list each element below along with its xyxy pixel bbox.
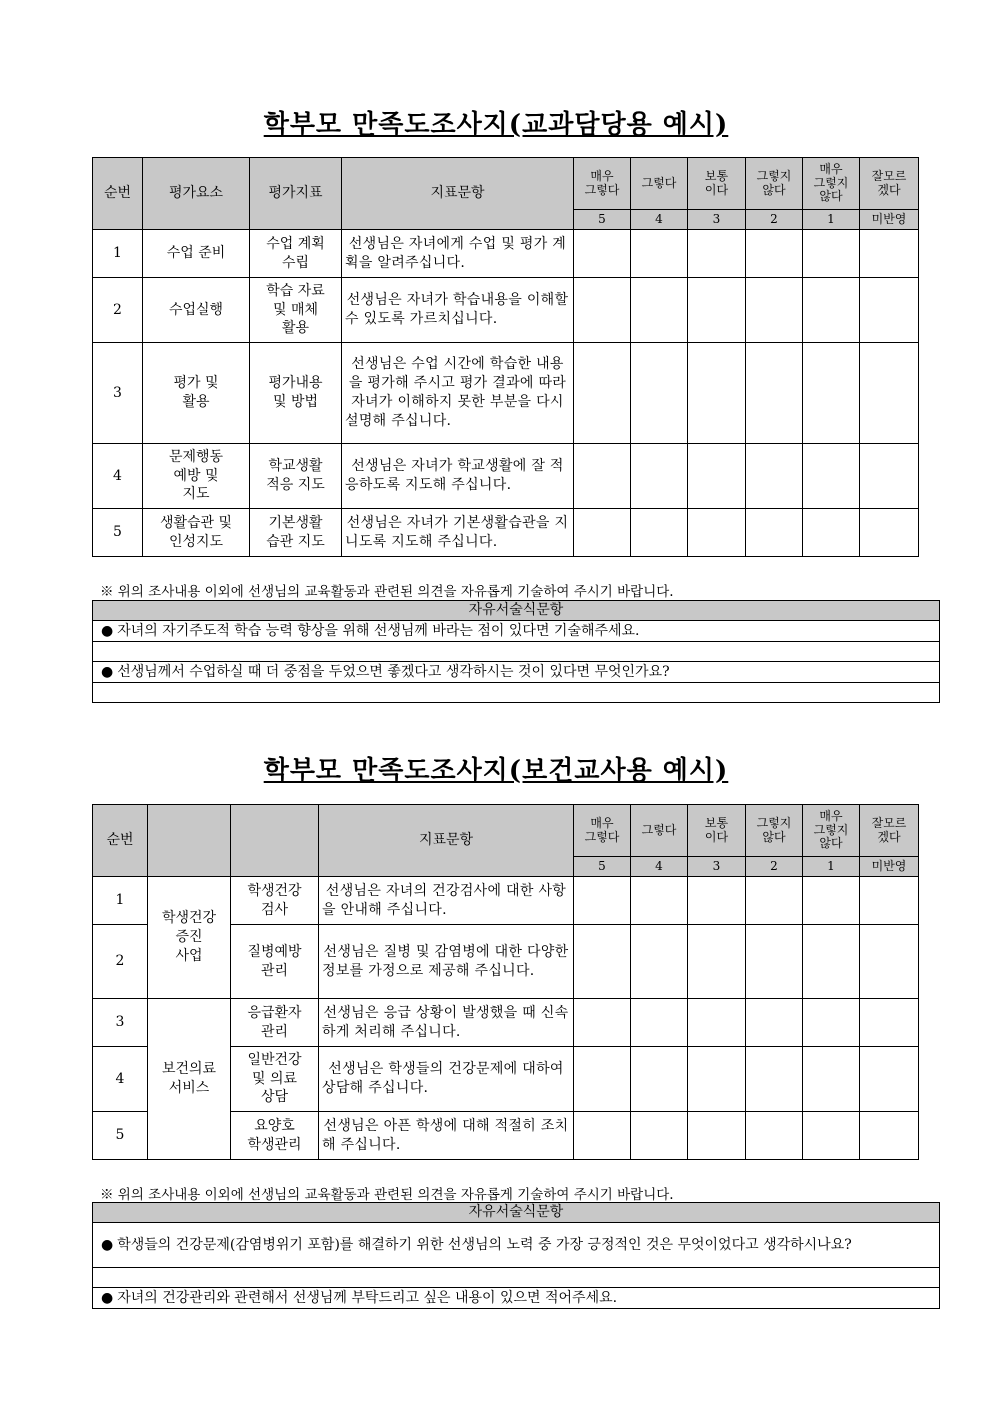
table-row — [93, 343, 919, 444]
rating-cell[interactable] — [860, 877, 919, 925]
rating-cell[interactable] — [860, 999, 919, 1047]
answer-field[interactable] — [93, 683, 940, 703]
row-no: 3 — [93, 999, 148, 1047]
rating-cell[interactable] — [860, 444, 919, 509]
row-question: 선생님은 자녀의 건강검사에 대한 사항을 안내해 주십니다. — [319, 877, 574, 925]
rating-cell[interactable] — [746, 1112, 803, 1160]
rating-cell[interactable] — [574, 1112, 631, 1160]
rating-cell[interactable] — [860, 509, 919, 557]
scale-score: 3 — [688, 857, 746, 877]
row-indicator: 요양호 학생관리 — [231, 1112, 319, 1160]
rating-cell[interactable] — [803, 1112, 860, 1160]
row-no: 1 — [93, 230, 143, 278]
row-element: 수업실행 — [143, 278, 250, 343]
free-question — [93, 621, 940, 642]
header-blank — [148, 805, 231, 877]
row-indicator: 기본생활 습관 지도 — [250, 509, 342, 557]
row-no: 1 — [93, 877, 148, 925]
rating-cell[interactable] — [803, 1047, 860, 1112]
rating-cell[interactable] — [688, 999, 746, 1047]
bullet-icon: ● — [101, 663, 114, 680]
row-question: 선생님은 자녀에게 수업 및 평가 계획을 알려주십니다. — [342, 230, 574, 278]
row-no: 2 — [93, 925, 148, 999]
rating-cell[interactable] — [574, 230, 631, 278]
table-row — [93, 278, 919, 343]
rating-cell[interactable] — [688, 925, 746, 999]
scale-label: 매우 그렇지 않다 — [803, 158, 860, 210]
table-row — [93, 999, 919, 1047]
row-no: 3 — [93, 343, 143, 444]
row-no: 4 — [93, 1047, 148, 1112]
rating-cell[interactable] — [746, 999, 803, 1047]
rating-cell[interactable] — [746, 925, 803, 999]
row-question: 선생님은 응급 상황이 발생했을 때 신속하게 처리해 주십니다. — [319, 999, 574, 1047]
rating-cell[interactable] — [803, 230, 860, 278]
rating-cell[interactable] — [803, 444, 860, 509]
free-question-text: 자녀의 건강관리와 관련해서 선생님께 부탁드리고 싶은 내용이 있으면 적어주세요. — [117, 1289, 618, 1306]
scale-label: 그렇다 — [631, 158, 688, 210]
row-no: 2 — [93, 278, 143, 343]
answer-field[interactable] — [93, 1268, 940, 1288]
row-question: 선생님은 자녀가 기본생활습관을 지니도록 지도해 주십니다. — [342, 509, 574, 557]
header-indicator: 평가지표 — [250, 158, 342, 230]
rating-cell[interactable] — [574, 278, 631, 343]
rating-cell[interactable] — [631, 999, 688, 1047]
scale-score: 4 — [631, 857, 688, 877]
row-indicator: 학생건강 검사 — [231, 877, 319, 925]
scale-score: 2 — [746, 210, 803, 230]
rating-cell[interactable] — [746, 343, 803, 444]
rating-cell[interactable] — [688, 1112, 746, 1160]
row-indicator: 응급환자 관리 — [231, 999, 319, 1047]
scale-score: 5 — [574, 210, 631, 230]
subject-survey-table — [92, 157, 919, 557]
rating-cell[interactable] — [574, 509, 631, 557]
header-no: 순번 — [93, 805, 148, 877]
rating-cell[interactable] — [746, 278, 803, 343]
rating-cell[interactable] — [574, 925, 631, 999]
rating-cell[interactable] — [860, 1047, 919, 1112]
bullet-icon: ● — [101, 1236, 114, 1253]
rating-cell[interactable] — [803, 343, 860, 444]
free-question-text: 학생들의 건강문제(감염병위기 포함)를 해결하기 위한 선생님의 노력 중 가장 긍정적인 것은 무엇이었다고 생각하시나요? — [117, 1236, 852, 1253]
row-indicator: 학습 자료 및 매체 활용 — [250, 278, 342, 343]
rating-cell[interactable] — [631, 509, 688, 557]
scale-score: 4 — [631, 210, 688, 230]
rating-cell[interactable] — [803, 509, 860, 557]
header-question: 지표문항 — [342, 158, 574, 230]
header-blank — [231, 805, 319, 877]
rating-cell[interactable] — [746, 230, 803, 278]
row-indicator: 평가내용 및 방법 — [250, 343, 342, 444]
free-question — [93, 662, 940, 683]
free-response-table — [92, 1202, 940, 1309]
scale-score: 3 — [688, 210, 746, 230]
row-question: 선생님은 자녀가 학교생활에 잘 적응하도록 지도해 주십니다. — [342, 444, 574, 509]
group-label: 보건의료 서비스 — [148, 999, 231, 1160]
row-question: 선생님은 수업 시간에 학습한 내용을 평가해 주시고 평가 결과에 따라 자녀가 이해하지 못한 부분을 다시 설명해 주십니다. — [342, 343, 574, 444]
rating-cell[interactable] — [631, 343, 688, 444]
group-label: 학생건강 증진 사업 — [148, 877, 231, 999]
rating-cell[interactable] — [574, 1047, 631, 1112]
scale-label: 매우 그렇지 않다 — [803, 805, 860, 857]
rating-cell[interactable] — [688, 509, 746, 557]
scale-label: 잘모르 겠다 — [860, 158, 919, 210]
row-question: 선생님은 학생들의 건강문제에 대하여 상담해 주십니다. — [319, 1047, 574, 1112]
rating-cell[interactable] — [860, 278, 919, 343]
rating-cell[interactable] — [631, 1047, 688, 1112]
scale-label: 보통 이다 — [688, 158, 746, 210]
row-element: 평가 및 활용 — [143, 343, 250, 444]
table-row — [93, 509, 919, 557]
free-question — [93, 1223, 940, 1268]
scale-label: 그렇지 않다 — [746, 158, 803, 210]
rating-cell[interactable] — [688, 278, 746, 343]
scale-label: 매우 그렇다 — [574, 158, 631, 210]
rating-cell[interactable] — [688, 1047, 746, 1112]
rating-cell[interactable] — [688, 230, 746, 278]
rating-cell[interactable] — [746, 1047, 803, 1112]
rating-cell[interactable] — [688, 877, 746, 925]
rating-cell[interactable] — [803, 877, 860, 925]
row-indicator: 일반건강 및 의료 상담 — [231, 1047, 319, 1112]
health-survey-table — [92, 804, 919, 1160]
rating-cell[interactable] — [746, 877, 803, 925]
scale-score: 1 — [803, 210, 860, 230]
scale-score: 1 — [803, 857, 860, 877]
row-indicator: 학교생활 적응 지도 — [250, 444, 342, 509]
row-no: 5 — [93, 1112, 148, 1160]
rating-cell[interactable] — [574, 343, 631, 444]
row-element: 문제행동 예방 및 지도 — [143, 444, 250, 509]
rating-cell[interactable] — [574, 444, 631, 509]
note-text: ※ 위의 조사내용 이외에 선생님의 교육활동과 관련된 의견을 자유롭게 기술하여 주시기 바랍니다. — [100, 1187, 674, 1203]
row-element: 수업 준비 — [143, 230, 250, 278]
rating-cell[interactable] — [860, 343, 919, 444]
free-response-header: 자유서술식문항 — [93, 1203, 940, 1223]
scale-label: 그렇지 않다 — [746, 805, 803, 857]
rating-cell[interactable] — [574, 999, 631, 1047]
rating-cell[interactable] — [803, 999, 860, 1047]
rating-cell[interactable] — [631, 278, 688, 343]
rating-cell[interactable] — [574, 877, 631, 925]
rating-cell[interactable] — [631, 230, 688, 278]
header-question: 지표문항 — [319, 805, 574, 877]
free-question — [93, 1288, 940, 1309]
scale-score: 5 — [574, 857, 631, 877]
free-question-text: 자녀의 자기주도적 학습 능력 향상을 위해 선생님께 바라는 점이 있다면 기술해주세요. — [117, 622, 640, 639]
survey-title-subject: 학부모 만족도조사지(교과담당용 예시) — [263, 110, 729, 140]
rating-cell[interactable] — [688, 444, 746, 509]
rating-cell[interactable] — [860, 1112, 919, 1160]
rating-cell[interactable] — [803, 278, 860, 343]
row-no: 4 — [93, 444, 143, 509]
bullet-icon: ● — [101, 1289, 114, 1306]
rating-cell[interactable] — [631, 877, 688, 925]
header-no: 순번 — [93, 158, 143, 230]
row-indicator: 수업 계획 수립 — [250, 230, 342, 278]
table-row — [93, 444, 919, 509]
free-response-header: 자유서술식문항 — [93, 601, 940, 621]
table-row — [93, 230, 919, 278]
rating-cell[interactable] — [688, 343, 746, 444]
rating-cell[interactable] — [860, 230, 919, 278]
scale-label: 잘모르 겠다 — [860, 805, 919, 857]
row-indicator: 질병예방 관리 — [231, 925, 319, 999]
free-question-text: 선생님께서 수업하실 때 더 중점을 두었으면 좋겠다고 생각하시는 것이 있다면 무엇인가요? — [117, 663, 670, 680]
table-row — [93, 877, 919, 925]
rating-cell[interactable] — [631, 925, 688, 999]
scale-label: 매우 그렇다 — [574, 805, 631, 857]
row-element: 생활습관 및 인성지도 — [143, 509, 250, 557]
header-element: 평가요소 — [143, 158, 250, 230]
scale-label: 그렇다 — [631, 805, 688, 857]
rating-cell[interactable] — [631, 1112, 688, 1160]
rating-cell[interactable] — [860, 925, 919, 999]
rating-cell[interactable] — [803, 925, 860, 999]
scale-label: 보통 이다 — [688, 805, 746, 857]
scale-score: 미반영 — [860, 857, 919, 877]
answer-field[interactable] — [93, 642, 940, 662]
free-response-table — [92, 600, 940, 703]
scale-score: 2 — [746, 857, 803, 877]
row-no: 5 — [93, 509, 143, 557]
row-question: 선생님은 자녀가 학습내용을 이해할 수 있도록 가르치십니다. — [342, 278, 574, 343]
row-question: 선생님은 아픈 학생에 대해 적절히 조치해 주십니다. — [319, 1112, 574, 1160]
rating-cell[interactable] — [631, 444, 688, 509]
bullet-icon: ● — [101, 622, 114, 639]
survey-title-health: 학부모 만족도조사지(보건교사용 예시) — [263, 756, 729, 786]
scale-score: 미반영 — [860, 210, 919, 230]
rating-cell[interactable] — [746, 444, 803, 509]
row-question: 선생님은 질병 및 감염병에 대한 다양한 정보를 가정으로 제공해 주십니다. — [319, 925, 574, 999]
note-text: ※ 위의 조사내용 이외에 선생님의 교육활동과 관련된 의견을 자유롭게 기술하여 주시기 바랍니다. — [100, 584, 674, 600]
rating-cell[interactable] — [746, 509, 803, 557]
